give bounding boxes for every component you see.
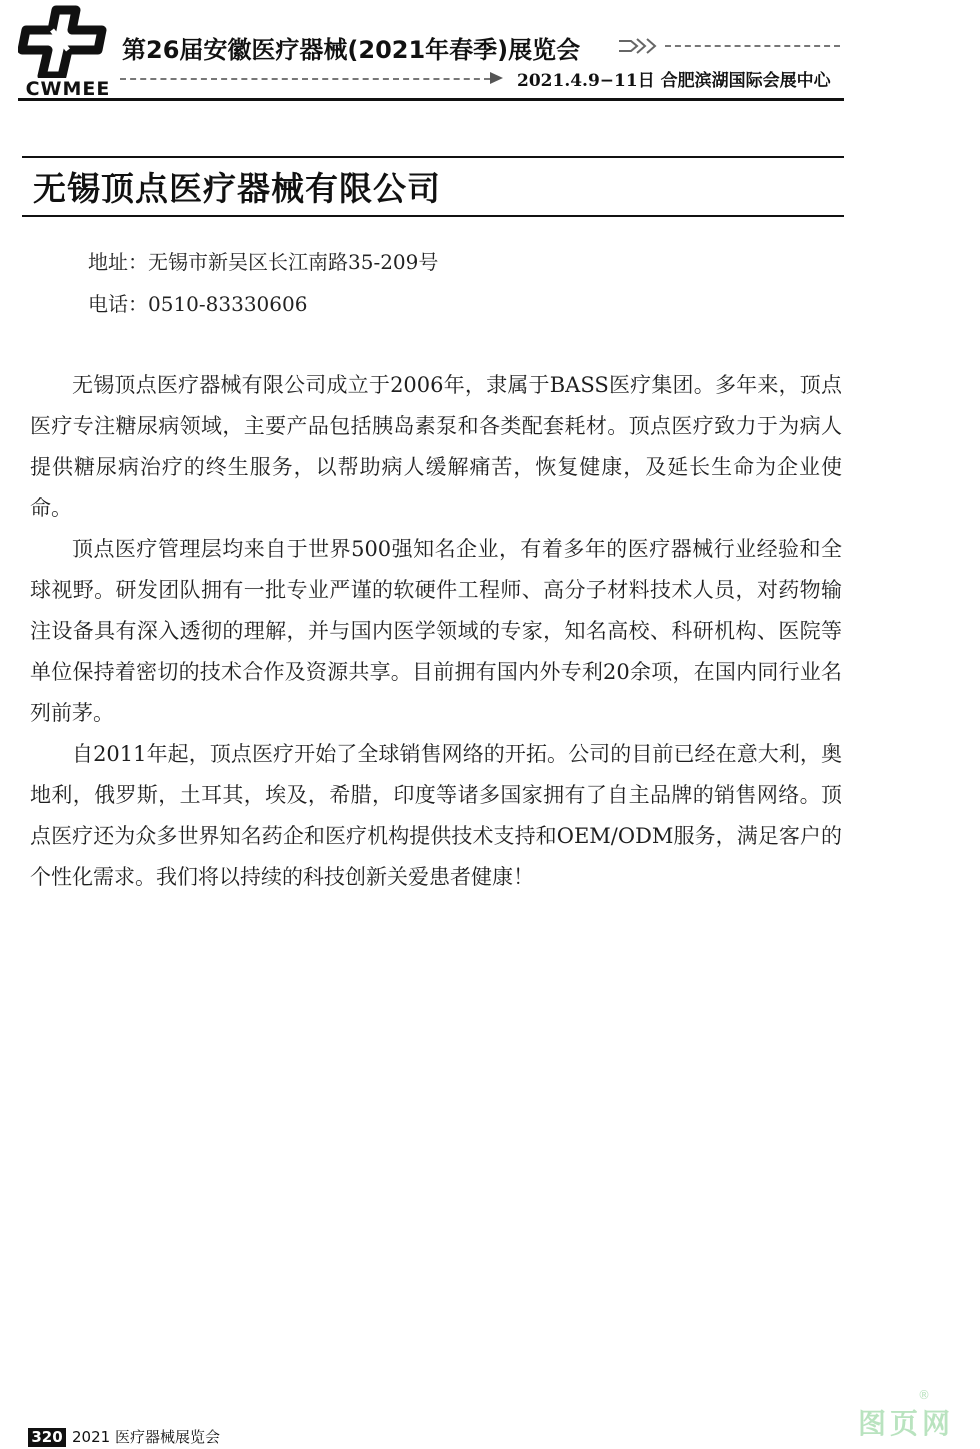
paragraph: 无锡顶点医疗器械有限公司成立于2006年，隶属于BASS医疗集团。多年来，顶点医疗专注糖尿病领域，主要产品包括胰岛素泵和各类配套耗材。顶点医疗致力于为病人提供糖尿病治疗的终生服务，以帮助病人缓解痛苦，恢复健康，及延长生命为企业使命。 xyxy=(30,373,842,520)
logo-text: CWMEE xyxy=(25,78,111,100)
paragraph: 自2011年起，顶点医疗开始了全球销售网络的开拓。公司的目前已经在意大利，奥地利，俄罗斯，土耳其，埃及，希腊，印度等诸多国家拥有了自主品牌的销售网络。顶点医疗还为众多世界知名药企和医疗机构提供技术支持和OEM/ODM服务，满足客户的个性化需求。我们将以持续的科技创新关爱患者健康！ xyxy=(30,742,842,889)
paragraph: 顶点医疗管理层均来自于世界500强知名企业，有着多年的医疗器械行业经验和全球视野。研发团队拥有一批专业严谨的软硬件工程师、高分子材料技术人员，对药物输注设备具有深入透彻的理解，并与国内医学领域的专家，知名高校、科研机构、医院等单位保持着密切的技术合作及资源共享。目前拥有国内外专利20余项，在国内同行业名列前茅。 xyxy=(30,537,842,725)
expo-date-venue: 2021.4.9−11日 合肥滨湖国际会展中心 xyxy=(517,71,831,91)
company-name: 无锡顶点医疗器械有限公司 xyxy=(33,169,441,208)
header-dash-line-left xyxy=(120,78,490,80)
title-rule-bottom xyxy=(22,215,844,217)
arrowhead-icon xyxy=(490,71,504,85)
title-rule-top xyxy=(22,156,844,158)
watermark: 图页网 xyxy=(858,1407,955,1440)
header-dash-line-right xyxy=(665,45,840,47)
cwmee-cross-icon xyxy=(18,4,114,78)
publication-name: 2021 医疗器械展览会 xyxy=(72,1428,220,1446)
double-chevron-icon xyxy=(617,36,663,56)
company-phone: 电话：0510-83330606 xyxy=(88,292,308,316)
company-address: 地址：无锡市新吴区长江南路35-209号 xyxy=(88,250,439,274)
page-number: 320 xyxy=(28,1428,66,1447)
expo-title: 第26届安徽医疗器械(2021年春季)展览会 xyxy=(122,36,581,64)
cwmee-logo xyxy=(18,4,114,100)
company-description xyxy=(30,365,842,898)
header-rule xyxy=(18,98,844,101)
registered-mark: ® xyxy=(918,1388,930,1402)
